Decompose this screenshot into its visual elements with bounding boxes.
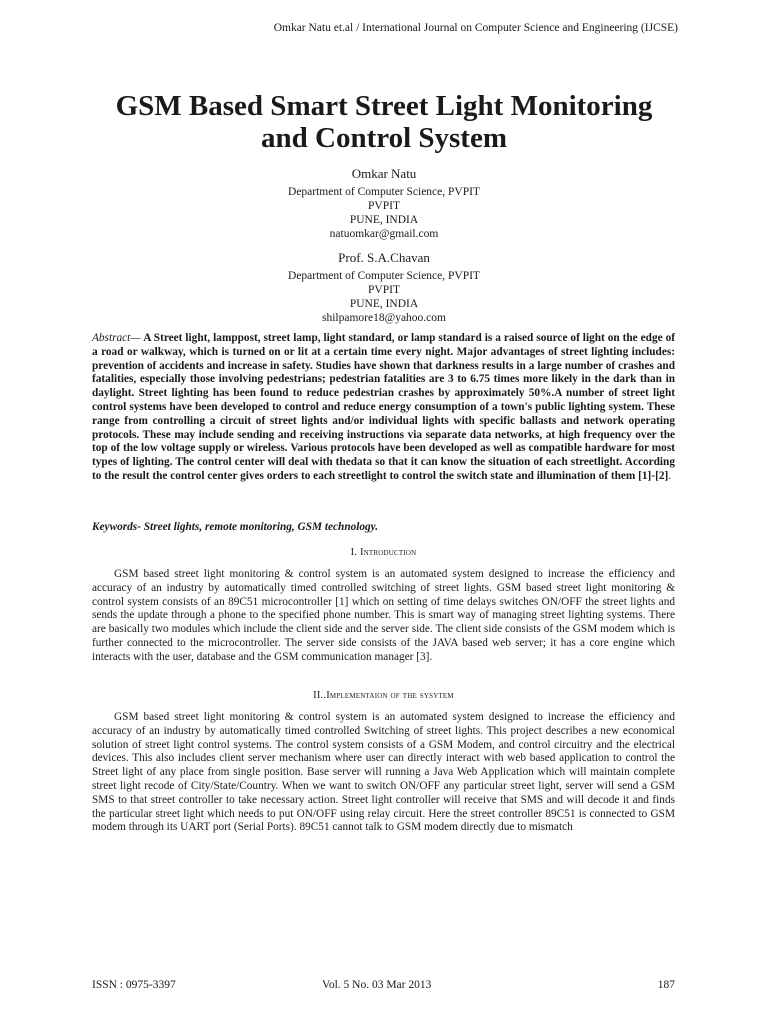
author-name: Omkar Natu [351, 166, 417, 181]
title-line-2: and Control System [261, 122, 507, 154]
author-department: Department of Computer Science, PVPIT [288, 270, 480, 282]
author-department: Department of Computer Science, PVPIT [288, 186, 480, 198]
author-location: PUNE, INDIA [349, 298, 419, 310]
abstract-label: Abstract— [92, 332, 141, 344]
abstract-body: A Street light, lamppost, street lamp, light standard, or lamp standard is a raised source of light on the edge of a road or walkway, which is turned on or lit at a certain time every night. Major advantages of street lighting includes: prevention of accidents and increase in safety. Studies have shown that darkness results in a large number of crashes and fatalities, especially those involving pedestrians; pedestrian fatalities are 3 to 6.75 times more likely in the dark than in daylight. Street lighting has been found to reduce pedestrian crashes by approximately 50%.A number of street light control systems have been developed to control and reduce energy consumption of a town's public lighting system. These range from controlling a circuit of street lights and/or individual lights with specific ballasts and network operating protocols. These may include sending and receiving instructions via separate data networks, at high frequency over the top of the low voltage supply or wireless. Various protocols have been developed as well as compatible hardware for most types of lighting. The control center will deal with thedata so that it can know the situation of each streetlight. According to the result the control center gives orders to each streetlight to control the switch state and illumination of them [1]-[2] [92, 332, 675, 482]
introduction-paragraph: GSM based street light monitoring & control system is an automated system designed to increase the efficiency and accuracy of an industry by automatically timed controlled switching of street lights. GSM based street light monitoring & control system consists of an 89C51 microcontroller [1] which on setting of time delays switches ON/OFF the street lights and sends the update through a phone to the specified phone number. This is smart way of managing street lighting systems. There are basically two modules which include the client side and the server side. The client side consists of the GSM modem which is further connected to the microcontroller. The server side consists of the JAVA based web server; it has a core engine which interacts with the user, database and the GSM communication manager [3]. [92, 568, 675, 663]
keywords: Keywords- Street lights, remote monitoring, GSM technology. [92, 521, 379, 533]
footer-volume: Vol. 5 No. 03 Mar 2013 [322, 979, 432, 991]
paper-title [60, 90, 708, 154]
author-block-2 [184, 250, 584, 325]
author-email: shilpamore18@yahoo.com [322, 312, 446, 324]
running-header: Omkar Natu et.al / International Journal on Computer Science and Engineering (IJCSE) [273, 22, 678, 34]
abstract [92, 332, 675, 484]
footer-issn: ISSN : 0975-3397 [92, 979, 176, 991]
section-heading-introduction: I. Introduction [350, 547, 417, 558]
title-line-1: GSM Based Smart Street Light Monitoring [115, 90, 653, 122]
footer-page-number: 187 [657, 979, 675, 991]
implementation-paragraph: GSM based street light monitoring & control system is an automated system designed to increase the efficiency and accuracy of an industry by automatically timed controlled Switching of street lights. This project describes a new economical solution of street light control systems. The control system consists of a GSM Modem, and control circuitry and the electrical devices. This also includes client server mechanism where user can directly interact with web based application to control the Street light of any place from single position. Base server will running a Java Web Application which will maintain complete street light recode of City/State/Country. When we want to switch ON/OFF any particular street light, server will send a GSM SMS to that street controller to take necessary action. Street light controller will receive that SMS and will decode it and finds the particular street light which needs to put ON/OFF using relay circuit. Here the street controller 89C51 is connected to GSM modem through its UART port (Serial Ports). 89C51 cannot talk to GSM modem directly due to mismatch [92, 711, 675, 834]
author-block-1 [184, 166, 584, 241]
author-location: PUNE, INDIA [349, 214, 419, 226]
author-institute: PVPIT [368, 200, 400, 212]
author-name: Prof. S.A.Chavan [338, 250, 430, 265]
author-email: natuomkar@gmail.com [329, 228, 439, 240]
abstract-end: . [668, 469, 672, 482]
author-institute: PVPIT [368, 284, 400, 296]
section-heading-implementation: II..Implementaion of the sysytem [313, 690, 454, 701]
